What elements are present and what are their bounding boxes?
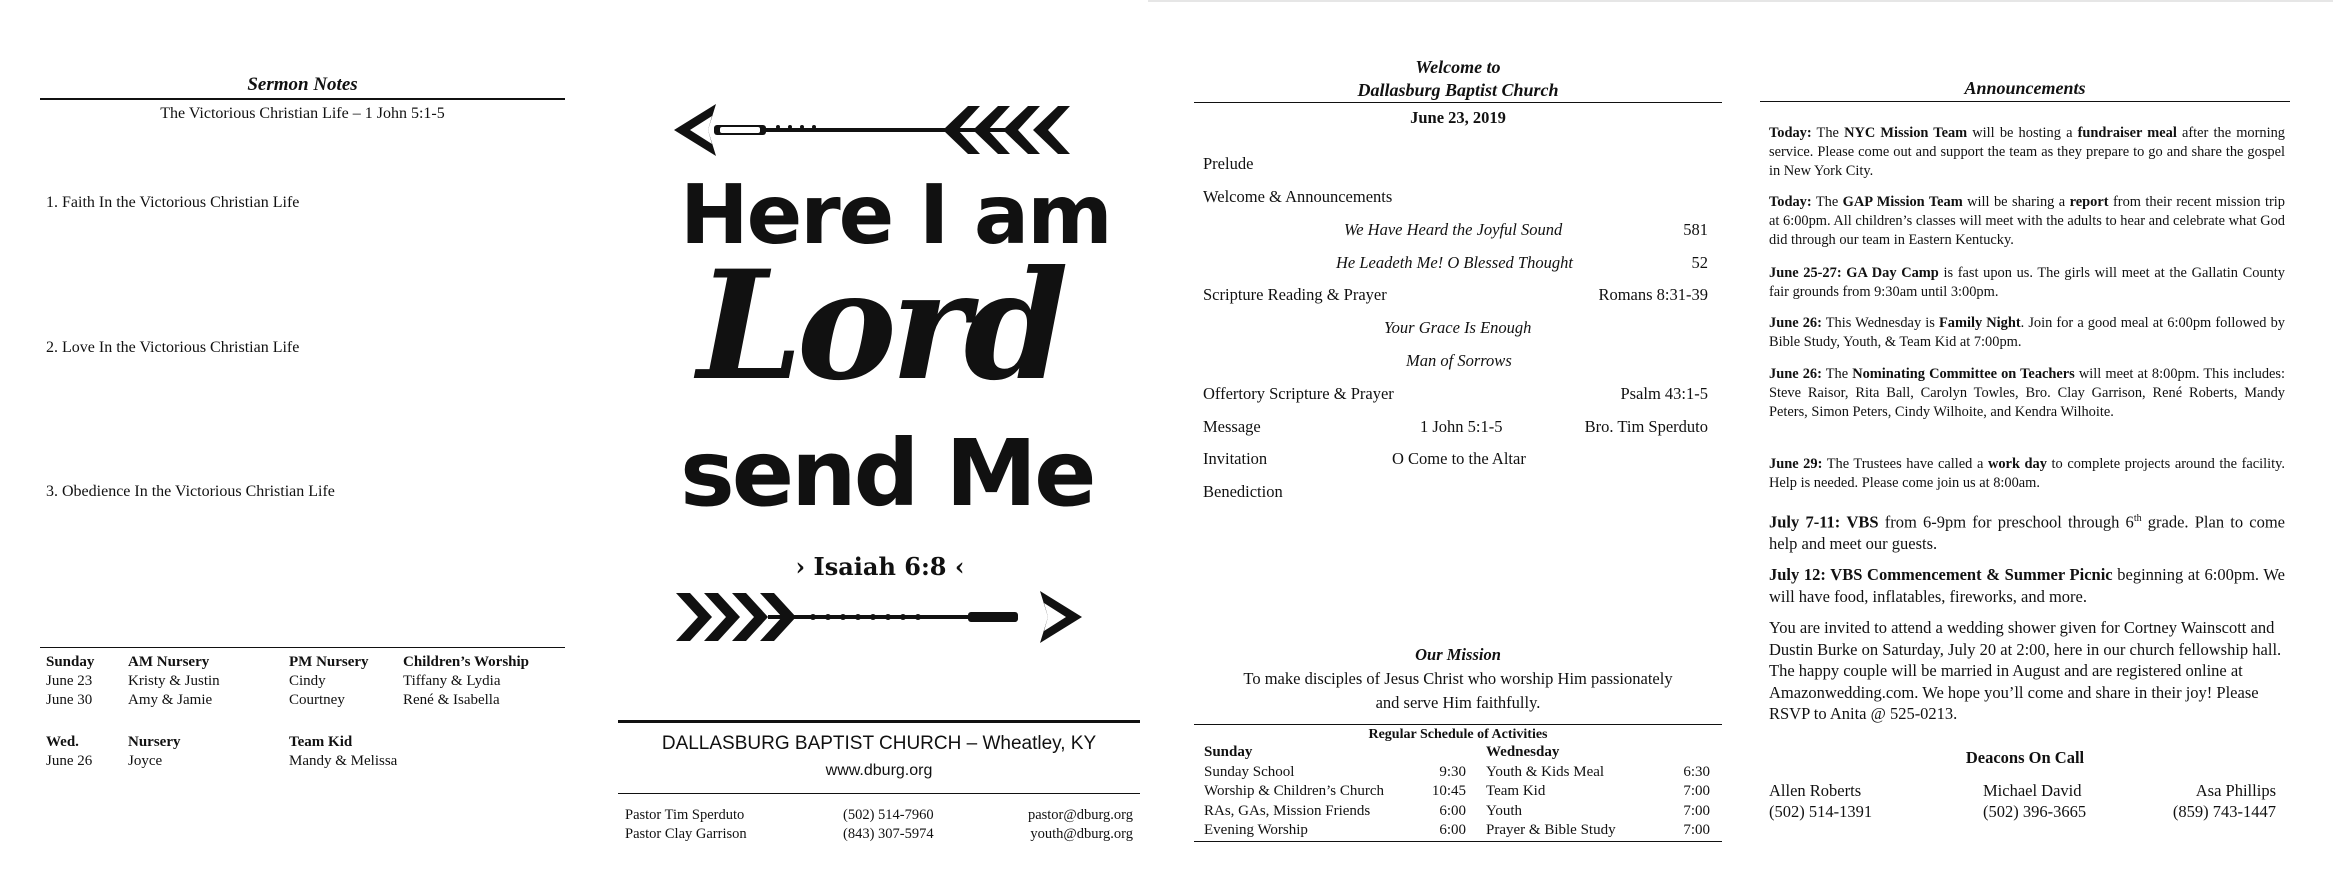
announcement-text: . Join for a good meal at 6:00pm followed by Bible Study, Youth, & Team Kid at 7:00pm. xyxy=(1769,315,2285,350)
message-reference: 1 John 5:1-5 xyxy=(1420,417,1503,436)
schedule-rule-bottom xyxy=(1194,841,1722,842)
welcome-line1: Welcome to xyxy=(1415,57,1501,77)
activity-name: Youth & Kids Meal xyxy=(1486,763,1605,780)
activity-time: 6:00 xyxy=(1439,802,1466,819)
pm-nursery-cell: Courtney xyxy=(289,692,345,708)
announcements-title: Announcements xyxy=(1964,78,2086,98)
announcement-item xyxy=(1769,124,2285,181)
mission-title: Our Mission xyxy=(1415,645,1501,664)
announcement-text: from their recent mission trip at 6:00pm. All children’s classes will meet with the adults to hear and celebrate what God did through our team in Eastern Kentucky. xyxy=(1769,194,2286,248)
cover-verse: › Isaiah 6:8 ‹ xyxy=(795,552,965,581)
deacon-entry xyxy=(2160,780,2276,822)
announcement-text: to complete projects around the facility. Help is needed. Please come join us at 8:00am. xyxy=(1769,456,2285,491)
announcement-text: The Trustees have called a xyxy=(1822,456,1988,472)
deacon-entry xyxy=(1983,780,2086,822)
announcement-item xyxy=(1769,365,2285,422)
announcement-highlight: report xyxy=(2069,194,2109,210)
am-nursery-header: AM Nursery xyxy=(128,654,210,670)
table-row xyxy=(1486,802,1712,822)
wed-nursery-header: Nursery xyxy=(128,734,181,750)
benediction-item: Benediction xyxy=(1203,482,1283,501)
activity-name: RAs, GAs, Mission Friends xyxy=(1204,802,1371,819)
childrens-worship-cell: Tiffany & Lydia xyxy=(403,673,501,689)
table-row xyxy=(1486,763,1712,783)
announcement-date: June 26: xyxy=(1769,315,1822,331)
wednesday-schedule-table xyxy=(1486,743,1712,841)
pastor-phone: (502) 514-7960 xyxy=(843,807,934,823)
announcement-text: after the morning service. Please come out and support the team as they prepare to go and share the gospel in New York City. xyxy=(1769,125,2285,179)
announcements-rule xyxy=(1760,101,2290,102)
cover-rule-bottom xyxy=(618,793,1140,794)
announcement-date: July 7-11: xyxy=(1769,512,1841,532)
pastor-name: Pastor Tim Sperduto xyxy=(625,807,745,823)
pastor-email-link[interactable]: youth@dburg.org xyxy=(1030,826,1133,842)
announcement-date: Today: xyxy=(1769,125,1812,141)
childrens-worship-header: Children’s Worship xyxy=(403,654,530,670)
schedule-rule-top xyxy=(1194,724,1722,725)
announcement-picnic xyxy=(1769,564,2285,607)
announcement-highlight: Family Night xyxy=(1938,315,2021,331)
pm-nursery-header: PM Nursery xyxy=(289,654,369,670)
activity-time: 6:30 xyxy=(1683,763,1710,780)
announcement-highlight: NYC Mission Team xyxy=(1844,125,1968,141)
team-kid-cell: Mandy & Melissa xyxy=(289,753,398,769)
announcement-item xyxy=(1769,264,2285,302)
cover-rule-top xyxy=(618,720,1140,723)
activity-name: Sunday School xyxy=(1204,763,1295,780)
announcement-highlight: GA Day Camp xyxy=(1846,265,1939,281)
childrens-worship-cell: René & Isabella xyxy=(403,692,500,708)
table-row xyxy=(46,691,529,710)
team-kid-header: Team Kid xyxy=(289,734,353,750)
nursery-date: June 23 xyxy=(46,673,93,689)
am-nursery-cell: Amy & Jamie xyxy=(128,692,213,708)
announcement-date: June 25-27: xyxy=(1769,265,1842,281)
sermon-point: 1. Faith In the Victorious Christian Life xyxy=(46,194,300,211)
deacon-phone: (859) 743-1447 xyxy=(2172,802,2276,821)
hymn-title: We Have Heard the Joyful Sound xyxy=(1344,220,1563,239)
announcement-text: This Wednesday is xyxy=(1821,315,1939,331)
message-item: Message xyxy=(1203,417,1261,436)
cover-title-line1: Here I am xyxy=(680,168,1111,263)
pastor-name: Pastor Clay Garrison xyxy=(625,826,747,842)
deacon-name: Asa Phillips xyxy=(2195,781,2276,800)
top-arrow-icon xyxy=(668,98,1088,164)
announcement-item xyxy=(1769,455,2285,493)
church-website-link[interactable]: www.dburg.org xyxy=(825,762,933,779)
wednesday-nursery-table xyxy=(46,733,397,771)
announcement-highlight: GAP Mission Team xyxy=(1842,194,1963,210)
announcement-highlight: July 12: VBS Commencement & Summer Picnic xyxy=(1769,565,2113,584)
sunday-schedule-header: Sunday xyxy=(1204,744,1253,760)
activity-time: 7:00 xyxy=(1683,783,1710,799)
deacons-title: Deacons On Call xyxy=(1965,748,2085,767)
sermon-subtitle: The Victorious Christian Life – 1 John 5:1-5 xyxy=(160,105,445,122)
announcement-highlight: Nominating Committee on Teachers xyxy=(1852,366,2075,382)
sermon-notes-rule xyxy=(40,98,565,100)
pastor-contacts-table xyxy=(625,806,1133,844)
announcement-text: beginning at 6:00pm. We will have food, inflatables, fireworks, and more. xyxy=(1769,565,2285,606)
table-row xyxy=(1204,821,1478,841)
offertory-reference: Psalm 43:1-5 xyxy=(1620,384,1708,403)
table-row xyxy=(46,752,397,771)
deacon-entry xyxy=(1769,780,1872,822)
nursery-rule xyxy=(40,647,565,648)
announcement-highlight: fundraiser meal xyxy=(2077,125,2177,141)
sermon-point: 2. Love In the Victorious Christian Life xyxy=(46,339,300,356)
table-row xyxy=(1204,763,1478,783)
activity-time: 10:45 xyxy=(1431,783,1466,799)
announcement-text: will be sharing a xyxy=(1962,194,2070,210)
activity-time: 6:00 xyxy=(1439,822,1466,838)
cover-title-line2: Lord xyxy=(697,238,1063,414)
announcement-item xyxy=(1769,314,2285,352)
hymn-number: 52 xyxy=(1691,253,1708,272)
announcement-superscript: th xyxy=(2133,513,2142,524)
sunday-nursery-table xyxy=(46,653,529,710)
announcement-text: will meet at 8:00pm. This includes: Steve Raisor, Rita Ball, Carolyn Towles, Bro. Clay Garrison, René Roberts, Mandy Peters, Simon Peters, Cindy Wilhoite, and Kendra Wilhoite. xyxy=(1769,366,2285,420)
am-nursery-cell: Kristy & Justin xyxy=(128,673,220,689)
table-row xyxy=(1486,821,1712,841)
announcement-text: The xyxy=(1811,125,1845,141)
activity-name: Team Kid xyxy=(1486,783,1546,799)
song-title: Your Grace Is Enough xyxy=(1384,318,1532,337)
wed-nursery-cell: Joyce xyxy=(128,753,163,769)
hymn-title: He Leadeth Me! O Blessed Thought xyxy=(1336,253,1573,272)
announcement-vbs xyxy=(1769,508,2285,555)
activity-time: 7:00 xyxy=(1683,802,1710,819)
prelude-item: Prelude xyxy=(1203,154,1254,173)
nursery-date: June 30 xyxy=(46,692,93,708)
invitation-item: Invitation xyxy=(1203,449,1268,468)
nursery-sunday-header: Sunday xyxy=(46,654,95,670)
church-name-line: DALLASBURG BAPTIST CHURCH – Wheatley, KY xyxy=(661,733,1097,754)
sermon-notes-title: Sermon Notes xyxy=(247,74,358,95)
deacon-name: Allen Roberts xyxy=(1769,781,1862,800)
pastor-email-link[interactable]: pastor@dburg.org xyxy=(1027,807,1133,823)
welcome-rule xyxy=(1194,102,1722,103)
pastor-phone: (843) 307-5974 xyxy=(843,826,934,842)
announcement-date: Today: xyxy=(1769,194,1812,210)
announcement-text: will be hosting a xyxy=(1967,125,2078,141)
table-row xyxy=(46,672,529,691)
mission-line2: and serve Him faithfully. xyxy=(1375,693,1541,712)
scripture-reference: Romans 8:31-39 xyxy=(1598,285,1708,304)
announcement-text: from 6-9pm for preschool through 6 xyxy=(1878,512,2134,532)
nursery-wed-header: Wed. xyxy=(46,734,79,750)
sunday-schedule-table xyxy=(1204,743,1478,841)
scripture-item: Scripture Reading & Prayer xyxy=(1203,285,1387,304)
activity-time: 7:00 xyxy=(1683,822,1710,838)
welcome-announcements-item: Welcome & Announcements xyxy=(1203,187,1393,206)
bottom-arrow-icon xyxy=(668,585,1088,651)
announcement-text: grade. Plan to come help and meet our guests. xyxy=(1769,512,2285,553)
announcement-highlight: VBS xyxy=(1846,512,1879,532)
mission-line1: To make disciples of Jesus Christ who worship Him passionately xyxy=(1243,669,1673,688)
announcement-shower: You are invited to attend a wedding shower given for Cortney Wainscott and Dustin Burke on Saturday, July 20 at 2:00, here in our church fellowship hall. The happy couple will be married in August and are registered online at Amazonwedding.com. We hope you’ll come and share in their joy! Please RSVP to Anita @ 525-0213. xyxy=(1769,618,2282,723)
song-title: Man of Sorrows xyxy=(1406,351,1512,370)
invitation-song: O Come to the Altar xyxy=(1392,449,1526,468)
wednesday-schedule-header: Wednesday xyxy=(1486,744,1560,760)
activity-name: Prayer & Bible Study xyxy=(1486,822,1616,838)
activity-name: Worship & Children’s Church xyxy=(1204,783,1385,799)
announcement-item xyxy=(1769,193,2285,250)
welcome-line2: Dallasburg Baptist Church xyxy=(1357,80,1559,100)
offertory-item: Offertory Scripture & Prayer xyxy=(1203,384,1394,403)
activity-name: Evening Worship xyxy=(1204,822,1308,838)
announcement-highlight: work day xyxy=(1987,456,2047,472)
activity-name: Youth xyxy=(1486,802,1522,819)
service-date: June 23, 2019 xyxy=(1410,108,1506,127)
announcement-text: is fast upon us. The girls will meet at the Gallatin County fair grounds from 9:30am until 3:00pm. xyxy=(1769,265,2285,300)
deacon-phone: (502) 514-1391 xyxy=(1769,802,1873,821)
hymn-number: 581 xyxy=(1683,220,1708,239)
deacon-phone: (502) 396-3665 xyxy=(1983,802,2087,821)
nursery-date: June 26 xyxy=(46,753,93,769)
announcement-date: June 29: xyxy=(1769,456,1823,472)
table-row xyxy=(625,806,1133,825)
table-row xyxy=(625,825,1133,844)
deacon-name: Michael David xyxy=(1983,781,2082,800)
sermon-point: 3. Obedience In the Victorious Christian Life xyxy=(46,483,335,500)
cover-title-line3: send Me xyxy=(680,420,1094,527)
message-speaker: Bro. Tim Sperduto xyxy=(1584,417,1708,436)
table-row xyxy=(1486,782,1712,802)
announcement-date: June 26: xyxy=(1769,366,1822,382)
schedule-title: Regular Schedule of Activities xyxy=(1368,727,1548,742)
announcement-text: The xyxy=(1821,366,1853,382)
table-row xyxy=(1204,802,1478,822)
table-row xyxy=(1204,782,1478,802)
activity-time: 9:30 xyxy=(1439,763,1466,780)
pm-nursery-cell: Cindy xyxy=(289,673,326,689)
announcement-text: The xyxy=(1811,194,1843,210)
